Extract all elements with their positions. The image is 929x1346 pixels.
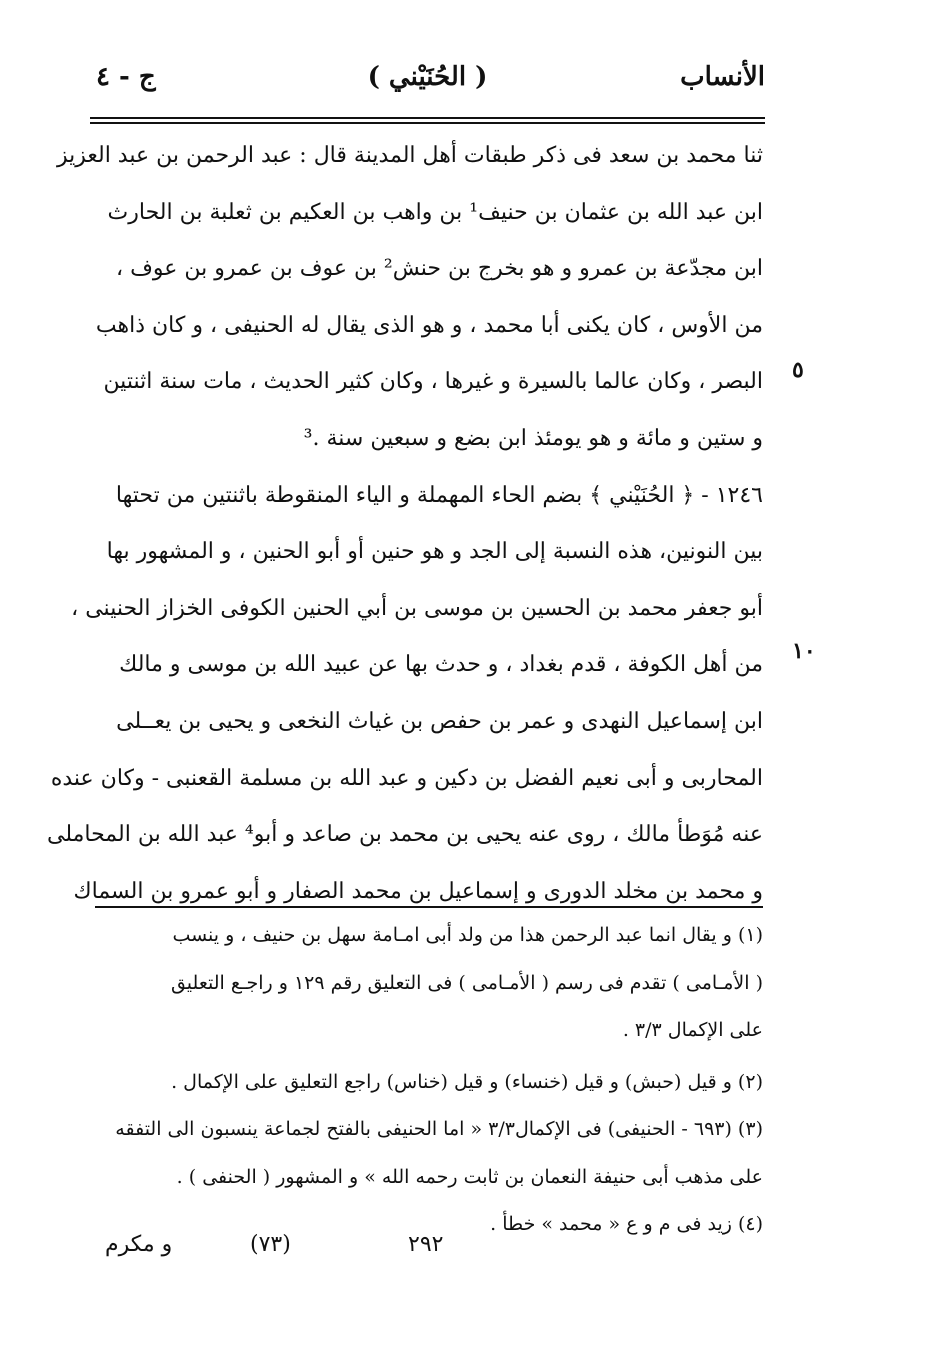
body-line: عنه مُوَطأ مالك ، روى عنه يحيى بن محمد بن صاعد و أبو⁴ عبد الله بن المحاملى <box>46 822 763 848</box>
main-text <box>46 128 763 920</box>
footnote-line: (٤) زيد فى م و ع « محمد » خطأ . <box>490 1213 763 1235</box>
line-number-5: ٥ <box>792 357 804 383</box>
header-rule-thick <box>90 122 765 124</box>
header-rule-thin <box>90 117 765 119</box>
body-line: بين النونين، هذه النسبة إلى الجد و هو حنين أو أبو الحنين ، و المشهور بها <box>106 539 763 565</box>
body-line: المحاربى و أبى نعيم الفضل بن دكين و عبد الله بن مسلمة القعنبى - وكان عنده <box>50 765 763 791</box>
running-header <box>90 56 765 106</box>
body-line: البصر ، وكان عالما بالسيرة و غيرها ، وكان كثير الحديث ، مات سنة اثنتين <box>103 369 763 395</box>
footnote-line: ( الأمـامى ) تقدم فى رسم ( الأمـامى ) فى التعليق رقم ١٢٩ و راجـع التعليق <box>170 971 763 994</box>
page-footer <box>90 1232 765 1272</box>
header-entry-title: ( الحُنَيْني ) <box>367 62 488 92</box>
catchword: و مكرم <box>105 1232 173 1257</box>
footnote-line: على مذهب أبى حنيفة النعمان بن ثابت رحمه الله » و المشهور ( الحنفى ) . <box>176 1165 763 1188</box>
page-number: ٢٩٢ <box>408 1232 444 1257</box>
footnote-line: على الإكمال ٣/٣ . <box>622 1019 763 1041</box>
body-line: ابن عبد الله بن عثمان بن حنيف¹ بن واهب بن العكيم بن ثعلبة بن الحارث <box>107 199 763 225</box>
entry-heading-line: ١٢٤٦ - ﴿ الحُنَيْني ﴾ بضم الحاء المهملة و الياء المنقوطة باثنتين من تحتها <box>115 482 763 508</box>
body-line: من الأوس ، كان يكنى أبا محمد ، و هو الذى يقال له الحنيفى ، و كان ذاهب <box>95 312 763 338</box>
body-line: من أهل الكوفة ، قدم بغداد ، و حدث بها عن عبيد الله بن موسى و مالك <box>119 652 763 678</box>
footnote-line: (٢) و قيل (حبش) و قيل (خنساء) و قيل (خناس) راجع التعليق على الإكمال . <box>171 1070 763 1093</box>
body-line: و محمد بن مخلد الدورى و إسماعيل بن محمد الصفار و أبو عمرو بن السماك <box>73 878 763 904</box>
line-number-10: ١٠ <box>792 638 816 664</box>
header-book-title: الأنساب <box>680 62 765 92</box>
body-line: ابن مجدّعة بن عمرو و هو بخرج بن حنش² بن عوف بن عمرو بن عوف ، <box>116 256 763 282</box>
body-line: أبو جعفر محمد بن الحسين بن موسى بن أبي الحنين الكوفى الخزاز الحنينى ، <box>71 595 763 621</box>
body-line: ثنا محمد بن سعد فى ذكر طبقات أهل المدينة قال : عبد الرحمن بن عبد العزيز <box>56 143 763 168</box>
footnote-line: (٣) (٦٩٣ - الحنيفى) فى الإكمال٣/٣ « اما الحنيفى بالفتح لجماعة ينسبون الى التفقه <box>115 1118 763 1140</box>
footnotes <box>95 912 763 1249</box>
footnote-separator <box>95 906 763 908</box>
body-line: ابن إسماعيل النهدى و عمر بن حفص بن غياث النخعى و يحيى بن يعــلى <box>116 708 763 734</box>
header-volume: ج - ٤ <box>96 62 156 92</box>
footnote-line: (١) و يقال انما عبد الرحمن هذا من ولد أبى امـامة سهل بن حنيف ، و ينسب <box>172 924 763 946</box>
signature-mark: (٧٣) <box>250 1232 291 1257</box>
body-line: و ستين و مائة و هو يومئذ ابن بضع و سبعين سنة .³ <box>303 425 763 451</box>
